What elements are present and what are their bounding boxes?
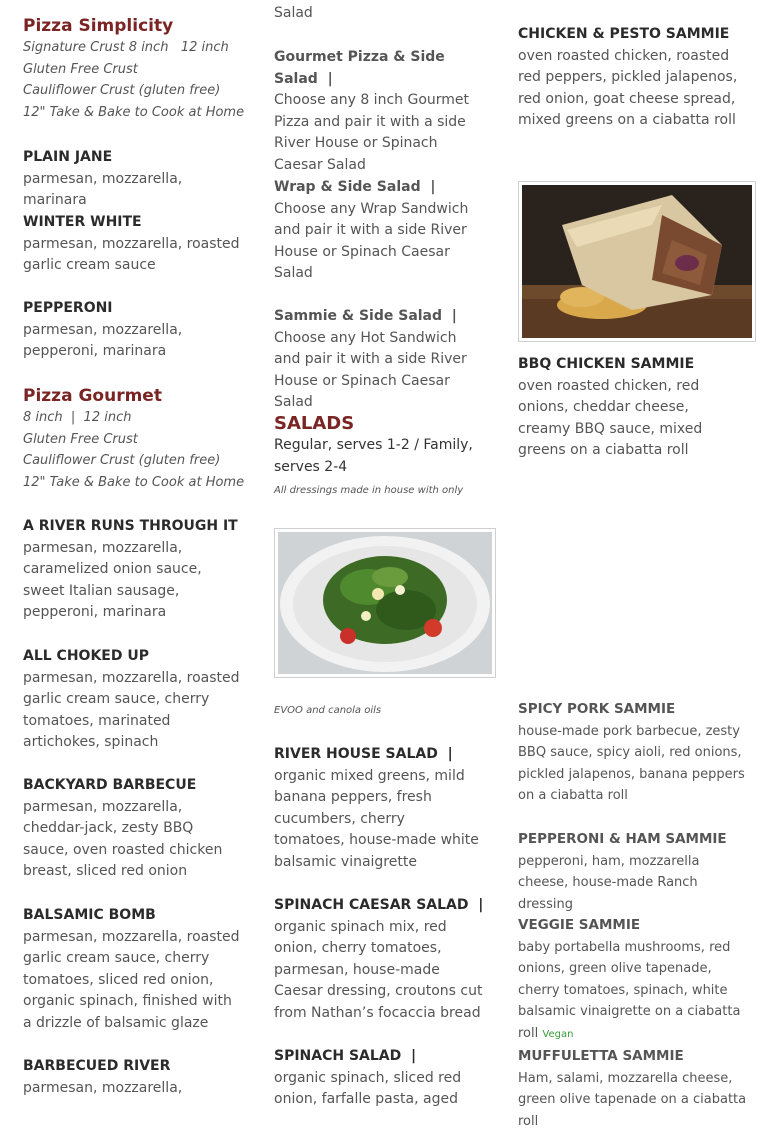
crust-option: Signature Crust 8 inch 12 inch — [23, 37, 244, 59]
item-name: VEGGIE SAMMIE — [518, 915, 750, 937]
item-name: SPINACH CAESAR SALAD | — [274, 895, 488, 917]
item-name: PLAIN JANE — [23, 147, 248, 169]
menu-item — [518, 1046, 756, 1132]
item-name: BALSAMIC BOMB — [23, 905, 243, 927]
item-description: parmesan, mozzarella, roasted garlic cream sauce, cherry tomatoes, sliced red onion, organic spinach, finished with a drizzle of balsamic glaze — [23, 927, 243, 1035]
item-description: Ham, salami, mozzarella cheese, green olive tapenade on a ciabatta roll — [518, 1068, 756, 1132]
item-name: WINTER WHITE — [23, 212, 241, 234]
crust-option: Gluten Free Crust — [23, 59, 244, 81]
item-description: parmesan, mozzarella, caramelized onion sauce, sweet Italian sausage, pepperoni, marinara — [23, 538, 245, 624]
item-description: organic spinach, sliced red onion, farfalle pasta, aged — [274, 1068, 480, 1111]
item-description: baby portabella mushrooms, red onions, green olive tapenade, cherry tomatoes, spinach, white balsamic vinaigrette on a ciabatta roll Vegan — [518, 937, 750, 1046]
item-name: ALL CHOKED UP — [23, 646, 248, 668]
sandwich-image — [522, 185, 752, 338]
menu-item — [518, 699, 748, 807]
item-description: organic spinach mix, red onion, cherry tomatoes, parmesan, house-made Caesar dressing, croutons cut from Nathan’s focaccia bread — [274, 917, 488, 1025]
pizza-gourmet-section — [23, 385, 244, 493]
item-name: CHICKEN & PESTO SAMMIE — [518, 24, 740, 46]
menu-item — [23, 298, 223, 363]
menu-item — [518, 915, 750, 1045]
section-title: SALADS — [274, 413, 486, 435]
item-description: parmesan, mozzarella, roasted garlic cream sauce, cherry tomatoes, marinated artichokes, spinach — [23, 668, 248, 754]
item-name: RIVER HOUSE SALAD | — [274, 744, 480, 766]
pizza-simplicity-section — [23, 15, 244, 123]
menu-item — [518, 24, 740, 132]
salad-item — [274, 744, 480, 873]
crust-option: 12" Take & Bake to Cook at Home — [23, 102, 244, 124]
combo-item — [274, 47, 486, 176]
section-title: Pizza Simplicity — [23, 15, 244, 37]
item-name: SPINACH SALAD | — [274, 1046, 480, 1068]
menu-item — [23, 775, 243, 883]
item-description: Choose any 8 inch Gourmet Pizza and pair it with a side River House or Spinach Caesar Salad — [274, 90, 486, 176]
item-name: PEPPERONI & HAM SAMMIE — [518, 829, 740, 851]
section-title: Pizza Gourmet — [23, 385, 244, 407]
item-name: MUFFULETTA SAMMIE — [518, 1046, 756, 1068]
salad-photo — [274, 528, 496, 678]
serving-sizes: Regular, serves 1-2 / Family, serves 2-4 — [274, 435, 486, 478]
item-description: Choose any Wrap Sandwich and pair it with a side River House or Spinach Caesar Salad — [274, 199, 474, 285]
item-name: PEPPERONI — [23, 298, 223, 320]
salad-image — [278, 532, 492, 674]
menu-item — [23, 147, 248, 212]
item-description: Choose any Hot Sandwich and pair it with a side River House or Spinach Caesar Salad — [274, 328, 486, 414]
menu-item — [23, 646, 248, 754]
item-name: Wrap & Side Salad | — [274, 177, 474, 199]
menu-item — [518, 354, 742, 462]
salad-item — [274, 895, 488, 1024]
item-name: BACKYARD BARBECUE — [23, 775, 243, 797]
item-description: pepperoni, ham, mozzarella cheese, house-made Ranch dressing — [518, 851, 740, 916]
item-name: BBQ CHICKEN SAMMIE — [518, 354, 742, 376]
item-description: parmesan, mozzarella, marinara — [23, 169, 248, 212]
menu-item — [23, 516, 245, 624]
salads-header — [274, 413, 486, 498]
combo-item — [274, 306, 486, 414]
crust-option: Cauliflower Crust (gluten free) — [23, 450, 244, 472]
item-description: oven roasted chicken, red onions, cheddar cheese, creamy BBQ sauce, mixed greens on a ciabatta roll — [518, 376, 742, 462]
item-description: parmesan, mozzarella, cheddar-jack, zesty BBQ sauce, oven roasted chicken breast, sliced red onion — [23, 797, 243, 883]
item-description: parmesan, mozzarella, pepperoni, marinara — [23, 320, 223, 363]
menu-item — [518, 829, 740, 915]
item-name: A RIVER RUNS THROUGH IT — [23, 516, 245, 538]
item-name: SPICY PORK SAMMIE — [518, 699, 748, 721]
crust-option: Gluten Free Crust — [23, 429, 244, 451]
item-description: Salad — [274, 3, 313, 25]
item-description: oven roasted chicken, roasted red peppers, pickled jalapenos, red onion, goat cheese spread, mixed greens on a ciabatta roll — [518, 46, 740, 132]
dressing-note: All dressings made in house with only — [274, 484, 486, 498]
item-description: parmesan, mozzarella, roasted garlic cream sauce — [23, 234, 241, 277]
sandwich-photo — [518, 181, 756, 342]
vegan-tag: Vegan — [542, 1029, 573, 1040]
item-name: BARBECUED RIVER — [23, 1056, 243, 1078]
dressing-note: EVOO and canola oils — [274, 704, 381, 718]
crust-option: 12" Take & Bake to Cook at Home — [23, 472, 244, 494]
item-description: organic mixed greens, mild banana peppers, fresh cucumbers, cherry tomatoes, house-made white balsamic vinaigrette — [274, 766, 480, 874]
crust-option: 8 inch | 12 inch — [23, 407, 244, 429]
item-name: Gourmet Pizza & Side Salad | — [274, 47, 486, 90]
item-description: parmesan, mozzarella, — [23, 1078, 243, 1100]
combo-item — [274, 177, 474, 285]
salad-item — [274, 1046, 480, 1111]
menu-item — [23, 212, 241, 277]
menu-item — [23, 1056, 243, 1099]
crust-option: Cauliflower Crust (gluten free) — [23, 80, 244, 102]
menu-item — [23, 905, 243, 1034]
item-name: Sammie & Side Salad | — [274, 306, 486, 328]
item-description: house-made pork barbecue, zesty BBQ sauce, spicy aioli, red onions, pickled jalapenos, banana peppers on a ciabatta roll — [518, 721, 748, 807]
